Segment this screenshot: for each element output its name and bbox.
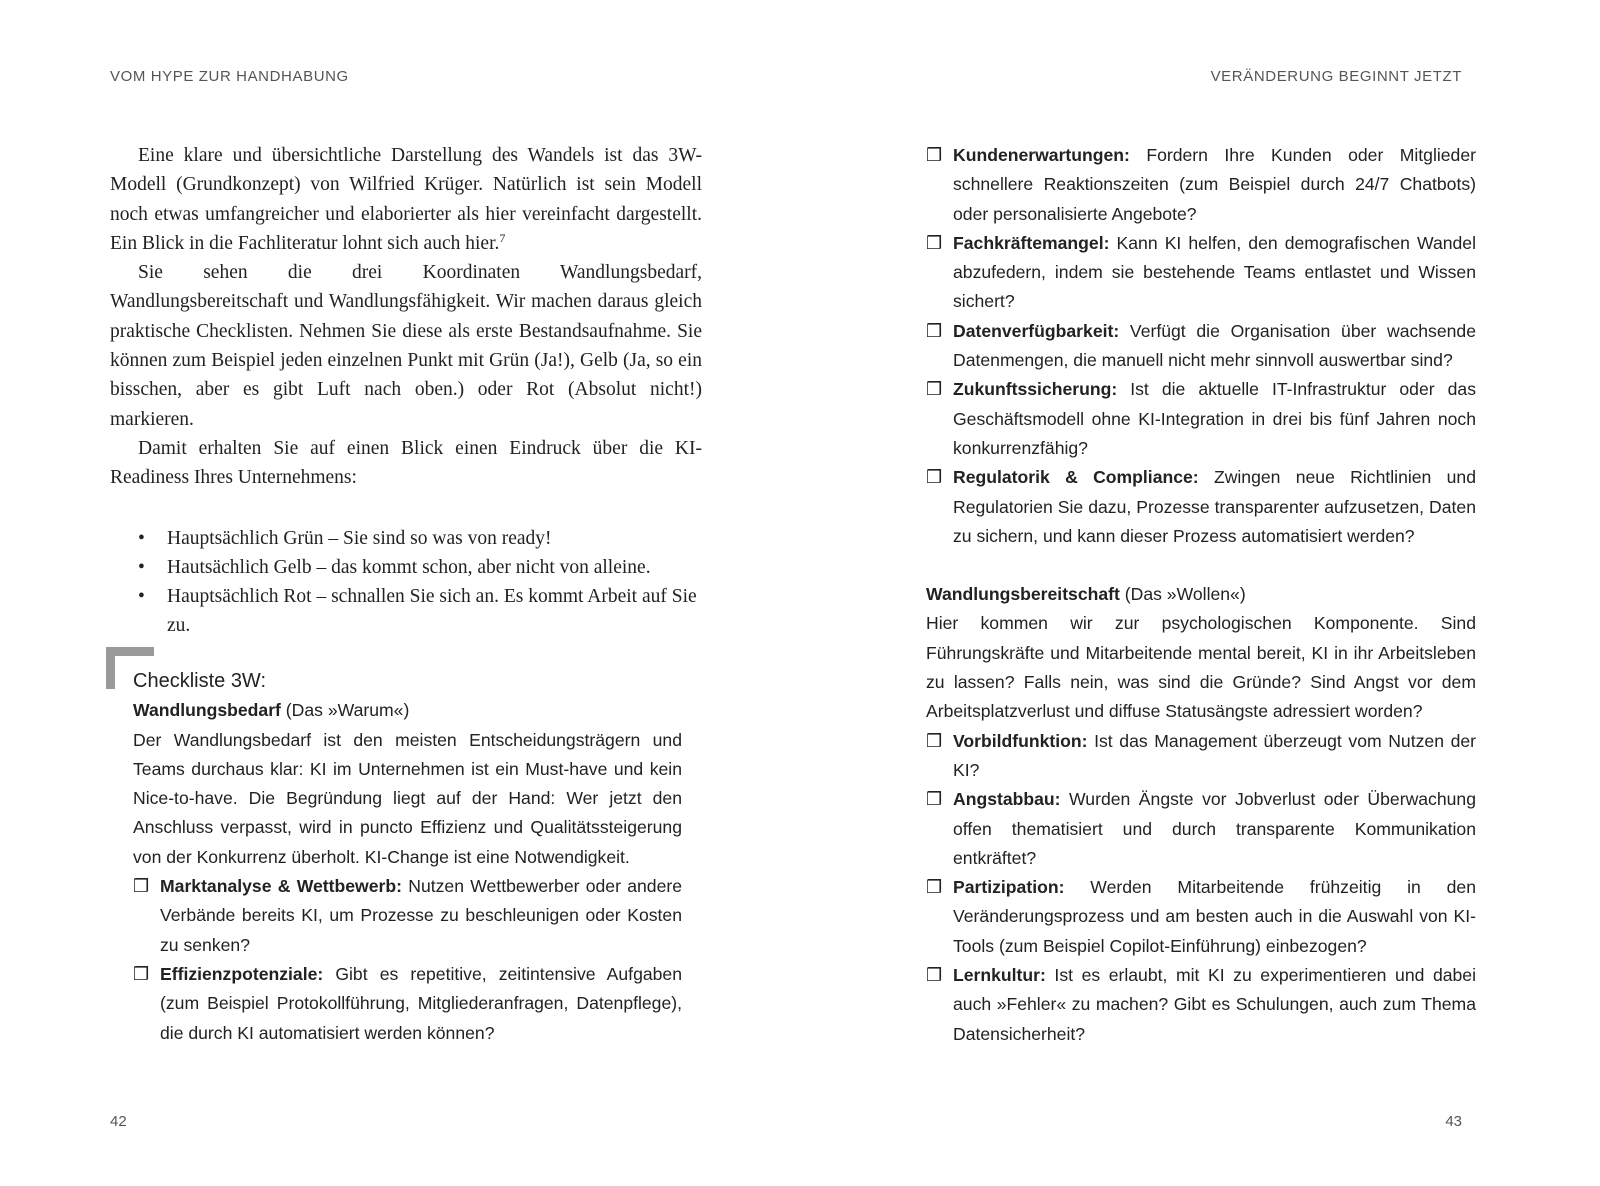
footnote-ref: 7 <box>499 230 506 245</box>
item-text: Nutzen Wettbewerber oder andere Verbände bereits KI, um Prozesse zu beschleunigen oder Kosten zu senken? <box>160 876 682 955</box>
checklist-item <box>926 141 1476 229</box>
checkbox-icon: ❒ <box>926 467 943 488</box>
bullet-item: • Hauptsächlich Grün – Sie sind so was von ready! <box>110 524 702 553</box>
body-paragraph: Damit erhalten Sie auf einen Blick einen Eindruck über die KI-Readiness Ihres Unternehmens: <box>110 437 702 489</box>
item-label: Marktanalyse & Wettbewerb: <box>160 876 402 897</box>
section-intro: Hier kommen wir zur psychologischen Komponente. Sind Führungskräfte und Mitarbeitende mental bereit, KI in ihr Arbeitsleben zu lassen? Falls nein, was sind die Gründe? Sind Angst vor dem Arbeitsplatzverlust und diffuse Statusängste adressiert worden? <box>926 613 1476 722</box>
checklist-item <box>926 463 1476 551</box>
item-text: Fordern Ihre Kunden oder Mitglieder schnellere Reaktionszeiten (zum Beispiel durch 24/7 Chatbots) oder personalisierte Angebote? <box>953 145 1476 224</box>
checklist-block <box>133 667 682 1048</box>
section-heading-bold: Wandlungsbedarf <box>133 700 281 721</box>
checkbox-icon: ❒ <box>926 232 943 253</box>
checklist-title: Checkliste 3W: <box>133 670 267 692</box>
item-label: Vorbildfunktion: <box>953 730 1088 751</box>
checklist-item <box>926 229 1476 317</box>
section-spacer <box>926 551 1476 580</box>
section-intro: Der Wandlungsbedarf ist den meisten Entscheidungsträgern und Teams durchaus klar: KI im Unternehmen ist ein Must-have und kein Nice-to-have. Die Begründung liegt auf der Hand: Wer jetzt den Anschluss verpasst, wird in puncto Effizienz und Qualitätssteigerung von der Konkurrenz überholt. KI-Change ist eine Notwendigkeit. <box>133 729 682 867</box>
item-label: Partizipation: <box>953 877 1065 898</box>
body-paragraph: Sie sehen die drei Koordinaten Wandlungsbedarf, Wandlungsbereitschaft und Wandlungsfähigkeit. Wir machen daraus gleich praktische Checklisten. Nehmen Sie diese als erste Bestandsaufnahme. Sie können zum Beispiel jeden einzelnen Punkt mit Grün (Ja!), Gelb (Ja, so ein bisschen, aber es gibt Luft nach oben.) oder Rot (Absolut nicht!) markieren. <box>110 262 702 430</box>
section-heading-rest: (Das »Warum«) <box>280 700 410 721</box>
item-label: Kundenerwartungen: <box>953 145 1130 165</box>
readiness-bullets <box>110 524 702 641</box>
checklist-items-right-top <box>926 141 1476 551</box>
item-text: Gibt es repetitive, zeitintensive Aufgaben (zum Beispiel Protokollführung, Mitgliederanfragen, Datenpflege), die durch KI automatisiert werden können? <box>160 963 682 1043</box>
checklist-item <box>926 785 1476 873</box>
paragraph-text: Eine klare und übersichtliche Darstellung des Wandels ist das 3W-Modell (Grundkonzept) von Wilfried Krüger. Natürlich ist sein Modell noch etwas umfangreicher und elaborierter als hier vereinfacht dargestellt. Ein Blick in die Fachliteratur lohnt sich auch hier. <box>110 145 702 254</box>
item-text: Werden Mitarbeitende frühzeitig in den Veränderungsprozess und am besten auch in die Auswahl von KI-Tools (zum Beispiel Copilot-Einführung) einbezogen? <box>953 877 1476 956</box>
checkbox-icon: ❒ <box>926 789 943 810</box>
checkbox-icon: ❒ <box>926 379 943 400</box>
checklist-item <box>926 961 1476 1049</box>
item-text: Ist die aktuelle IT-Infrastruktur oder das Geschäftsmodell ohne KI-Integration in drei bis fünf Jahren noch konkurrenzfähig? <box>953 379 1476 458</box>
section-heading-wandlungsbedarf <box>133 696 682 725</box>
page-number-right: 43 <box>1445 1113 1462 1130</box>
item-label: Zukunftssicherung: <box>953 379 1118 400</box>
body-paragraph <box>110 141 702 258</box>
checklist-item <box>133 960 682 1048</box>
checklist-item <box>926 375 1476 463</box>
checklist-item <box>926 317 1476 376</box>
checkbox-icon: ❒ <box>926 965 943 986</box>
item-text: Wurden Ängste vor Jobverlust oder Überwachung offen thematisiert und durch transparente Kommunikation entkräftet? <box>953 789 1476 868</box>
bullet-item: • Hauptsächlich Rot – schnallen Sie sich an. Es kommt Arbeit auf Sie zu. <box>110 582 702 641</box>
item-label: Effizienzpotenziale: <box>160 963 324 984</box>
checklist-item <box>926 727 1476 786</box>
left-page-body <box>110 141 702 641</box>
section-heading-bold: Wandlungsbereitschaft <box>926 584 1120 605</box>
item-text: Zwingen neue Richtlinien und Regulatorien Sie dazu, Prozesse transparenter aufzusetzen, Daten zu sichern, und kann dieser Prozess automatisiert werden? <box>953 467 1476 546</box>
checkbox-icon: ❒ <box>926 145 943 165</box>
page-number-left: 42 <box>110 1113 127 1130</box>
item-text: Ist das Management überzeugt vom Nutzen der KI? <box>953 730 1476 780</box>
running-head-right: VERÄNDERUNG BEGINNT JETZT <box>1210 68 1462 85</box>
item-label: Lernkultur: <box>953 965 1046 986</box>
section-heading-wandlungsbereitschaft <box>926 580 1476 609</box>
checklist-items-left <box>133 872 682 1048</box>
checklist-item <box>133 872 682 960</box>
item-label: Regulatorik & Compliance: <box>953 467 1199 488</box>
checkbox-icon: ❒ <box>926 877 943 898</box>
item-text: Ist es erlaubt, mit KI zu experimentieren und dabei auch »Fehler« zu machen? Gibt es Schulungen, auch zum Thema Datensicherheit? <box>953 965 1476 1044</box>
running-head-left: VOM HYPE ZUR HANDHABUNG <box>110 68 349 85</box>
item-label: Fachkräftemangel: <box>953 232 1110 253</box>
checkbox-icon: ❒ <box>133 876 150 897</box>
item-text: Verfügt die Organisation über wachsende Datenmengen, die manuell nicht mehr sinnvoll auswertbar sind? <box>953 320 1476 371</box>
checkbox-icon: ❒ <box>133 963 150 984</box>
bullet-item: • Hautsächlich Gelb – das kommt schon, aber nicht von alleine. <box>110 553 702 582</box>
checkbox-icon: ❒ <box>926 730 943 751</box>
right-page-body <box>926 141 1476 1049</box>
section-heading-rest: (Das »Wollen«) <box>1119 584 1246 605</box>
checklist-items-right-bottom <box>926 727 1476 1049</box>
checkbox-icon: ❒ <box>926 320 943 341</box>
item-label: Angstabbau: <box>953 789 1061 810</box>
checklist-item <box>926 873 1476 961</box>
item-text: Kann KI helfen, den demografischen Wandel abzufedern, indem sie bestehende Teams entlastet und Wissen sichert? <box>953 232 1476 312</box>
item-label: Datenverfügbarkeit: <box>953 320 1120 341</box>
